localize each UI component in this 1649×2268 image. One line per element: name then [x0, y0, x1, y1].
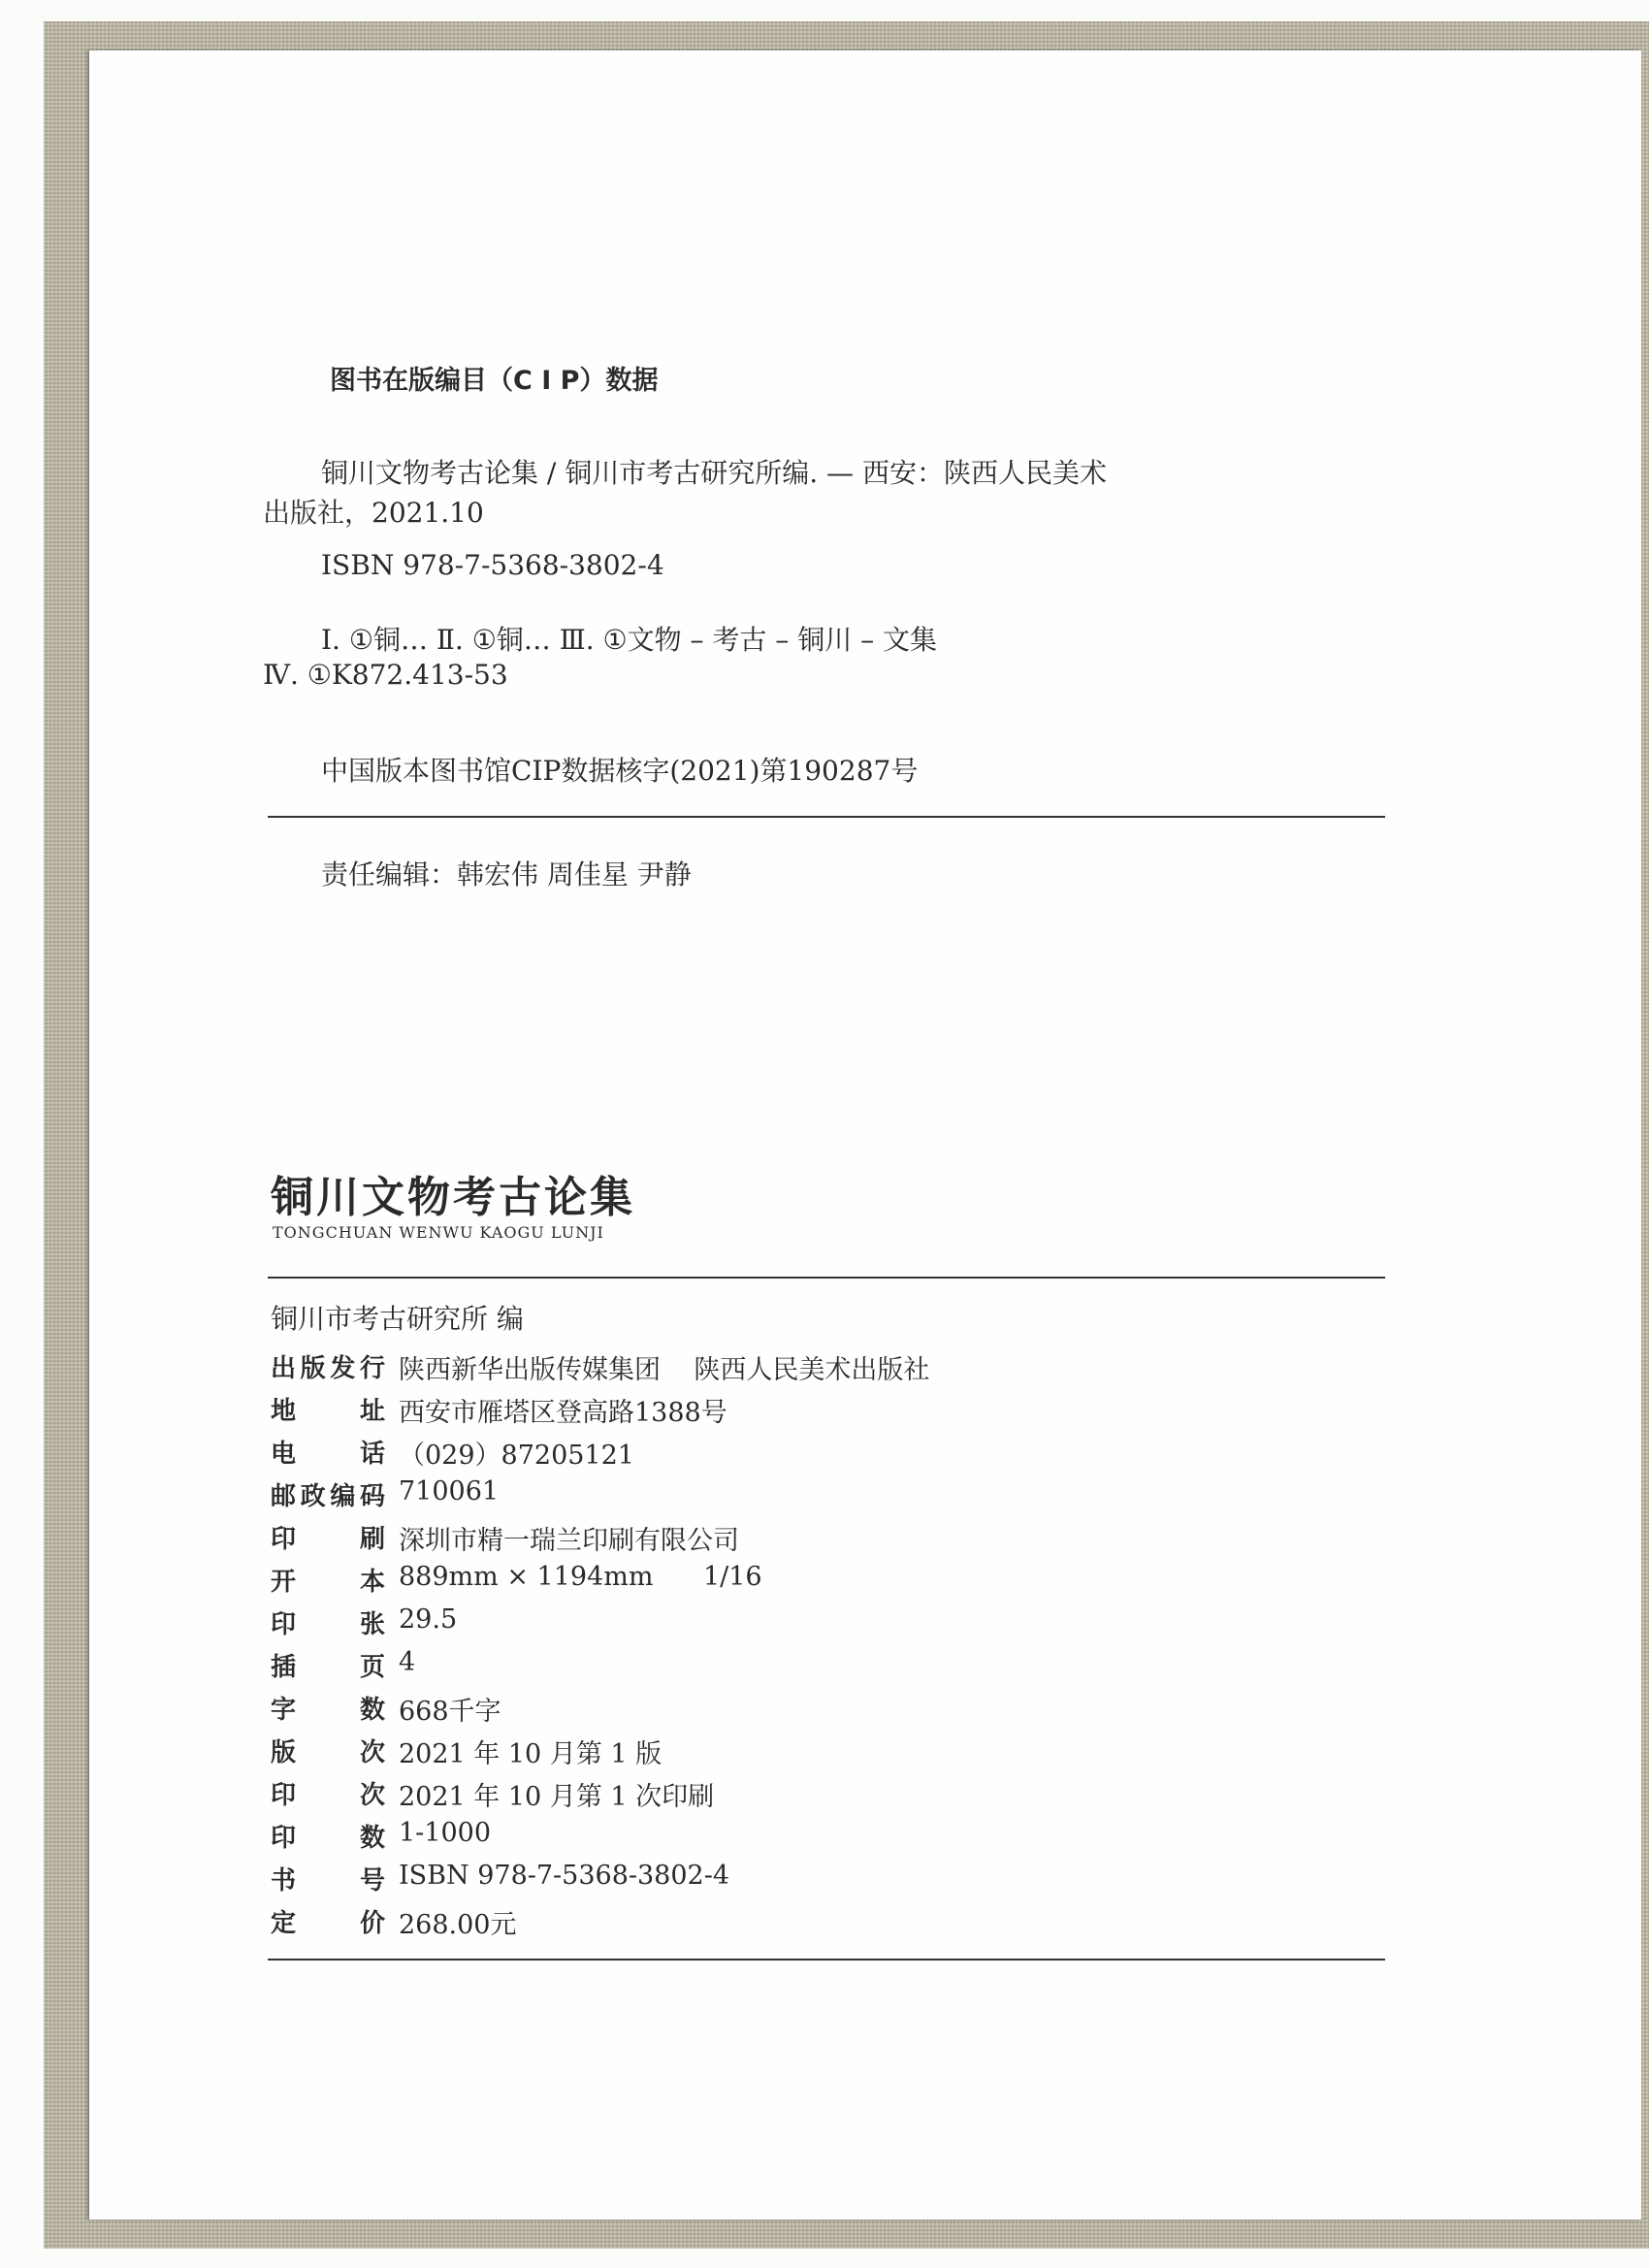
detail-label-char: 印: [271, 1824, 297, 1853]
detail-row: [271, 1775, 714, 1813]
detail-label-char: 字: [271, 1696, 297, 1725]
cip-isbn: ISBN 978-7-5368-3802-4: [321, 549, 664, 581]
detail-value: 668千字: [399, 1697, 501, 1727]
detail-label-char: 数: [359, 1824, 385, 1853]
detail-row: [271, 1604, 457, 1640]
detail-label-char: 印: [271, 1781, 297, 1810]
detail-row: [271, 1861, 729, 1896]
detail-row: [271, 1519, 739, 1557]
detail-label: [271, 1775, 385, 1813]
detail-label-char: 话: [359, 1440, 385, 1469]
detail-label-char: 书: [271, 1866, 297, 1895]
detail-value: 2021 年 10 月第 1 次印刷: [399, 1782, 715, 1812]
detail-label: [271, 1690, 385, 1728]
detail-label: [271, 1519, 385, 1557]
detail-value: 710061: [399, 1476, 500, 1507]
book-title: 铜川文物考古论集: [271, 1173, 635, 1222]
detail-label-char: 价: [359, 1909, 385, 1938]
cip-classification-1: Ⅰ. ①铜… Ⅱ. ①铜… Ⅲ. ①文物 – 考古 – 铜川 – 文集: [321, 624, 938, 656]
detail-row: [271, 1434, 634, 1472]
detail-row: [271, 1690, 501, 1728]
book-title-pinyin: TONGCHUAN WENWU KAOGU LUNJI: [273, 1223, 604, 1242]
detail-value: 889mm × 1194mm 1/16: [399, 1562, 762, 1592]
divider: [268, 1959, 1385, 1960]
cip-heading: 图书在版编目（C I P）数据: [330, 366, 659, 396]
cip-classification-2: Ⅳ. ①K872.413-53: [263, 659, 508, 691]
detail-row: [271, 1903, 516, 1941]
detail-row: [271, 1391, 728, 1429]
detail-label-char: 发: [330, 1354, 356, 1383]
detail-label: [271, 1562, 385, 1598]
detail-label: [271, 1903, 385, 1941]
detail-value: ISBN 978-7-5368-3802-4: [399, 1861, 730, 1891]
detail-value: 268.00元: [399, 1910, 517, 1940]
detail-label: [271, 1348, 385, 1386]
detail-label-char: 政: [300, 1482, 326, 1511]
detail-label-char: 版: [271, 1738, 297, 1767]
divider: [268, 816, 1385, 818]
detail-value: 陕西新华出版传媒集团 陕西人民美术出版社: [399, 1355, 930, 1385]
cip-number: 中国版本图书馆CIP数据核字(2021)第190287号: [321, 755, 919, 787]
responsible-editors: 责任编辑：韩宏伟 周佳星 尹静: [321, 859, 692, 891]
detail-value: 4: [399, 1647, 416, 1677]
detail-label-char: 插: [271, 1653, 297, 1682]
detail-label: [271, 1861, 385, 1896]
detail-label-char: 号: [359, 1866, 385, 1895]
detail-label-char: 页: [359, 1653, 385, 1682]
detail-label: [271, 1818, 385, 1854]
detail-row: [271, 1818, 491, 1854]
detail-label-char: 编: [330, 1482, 356, 1511]
divider: [268, 1277, 1385, 1279]
detail-label-char: 本: [359, 1568, 385, 1597]
detail-value: 1-1000: [399, 1818, 492, 1848]
detail-label-char: 张: [359, 1610, 385, 1639]
detail-label-char: 邮: [271, 1482, 297, 1511]
detail-value: （029）87205121: [399, 1441, 634, 1471]
detail-label: [271, 1647, 385, 1683]
detail-row: [271, 1348, 929, 1386]
detail-label-char: 次: [359, 1738, 385, 1767]
detail-label-char: 刷: [359, 1525, 385, 1554]
detail-label-char: 址: [359, 1397, 385, 1426]
detail-value: 西安市雁塔区登高路1388号: [399, 1398, 728, 1428]
detail-value: 29.5: [399, 1604, 458, 1635]
detail-label-char: 印: [271, 1610, 297, 1639]
detail-label: [271, 1476, 385, 1512]
detail-label-char: 定: [271, 1909, 297, 1938]
detail-label-char: 数: [359, 1696, 385, 1725]
detail-label-char: 行: [359, 1354, 385, 1383]
detail-label-char: 码: [359, 1482, 385, 1511]
cip-line-2: 出版社，2021.10: [263, 497, 484, 529]
detail-label-char: 出: [271, 1354, 297, 1383]
detail-value: 深圳市精一瑞兰印刷有限公司: [399, 1526, 739, 1556]
detail-label-char: 次: [359, 1781, 385, 1810]
detail-label-char: 电: [271, 1440, 297, 1469]
detail-label: [271, 1604, 385, 1640]
detail-label-char: 版: [300, 1354, 326, 1383]
detail-label: [271, 1434, 385, 1472]
detail-row: [271, 1476, 499, 1512]
detail-label-char: 印: [271, 1525, 297, 1554]
detail-label-char: 开: [271, 1568, 297, 1597]
book-editor: 铜川市考古研究所 编: [271, 1303, 524, 1335]
cip-line-1: 铜川文物考古论集 / 铜川市考古研究所编. — 西安：陕西人民美术: [321, 457, 1107, 489]
detail-label: [271, 1733, 385, 1770]
detail-label: [271, 1391, 385, 1429]
detail-row: [271, 1647, 415, 1683]
detail-row: [271, 1733, 662, 1770]
detail-label-char: 地: [271, 1397, 297, 1426]
detail-row: [271, 1562, 762, 1598]
detail-value: 2021 年 10 月第 1 版: [399, 1739, 663, 1769]
